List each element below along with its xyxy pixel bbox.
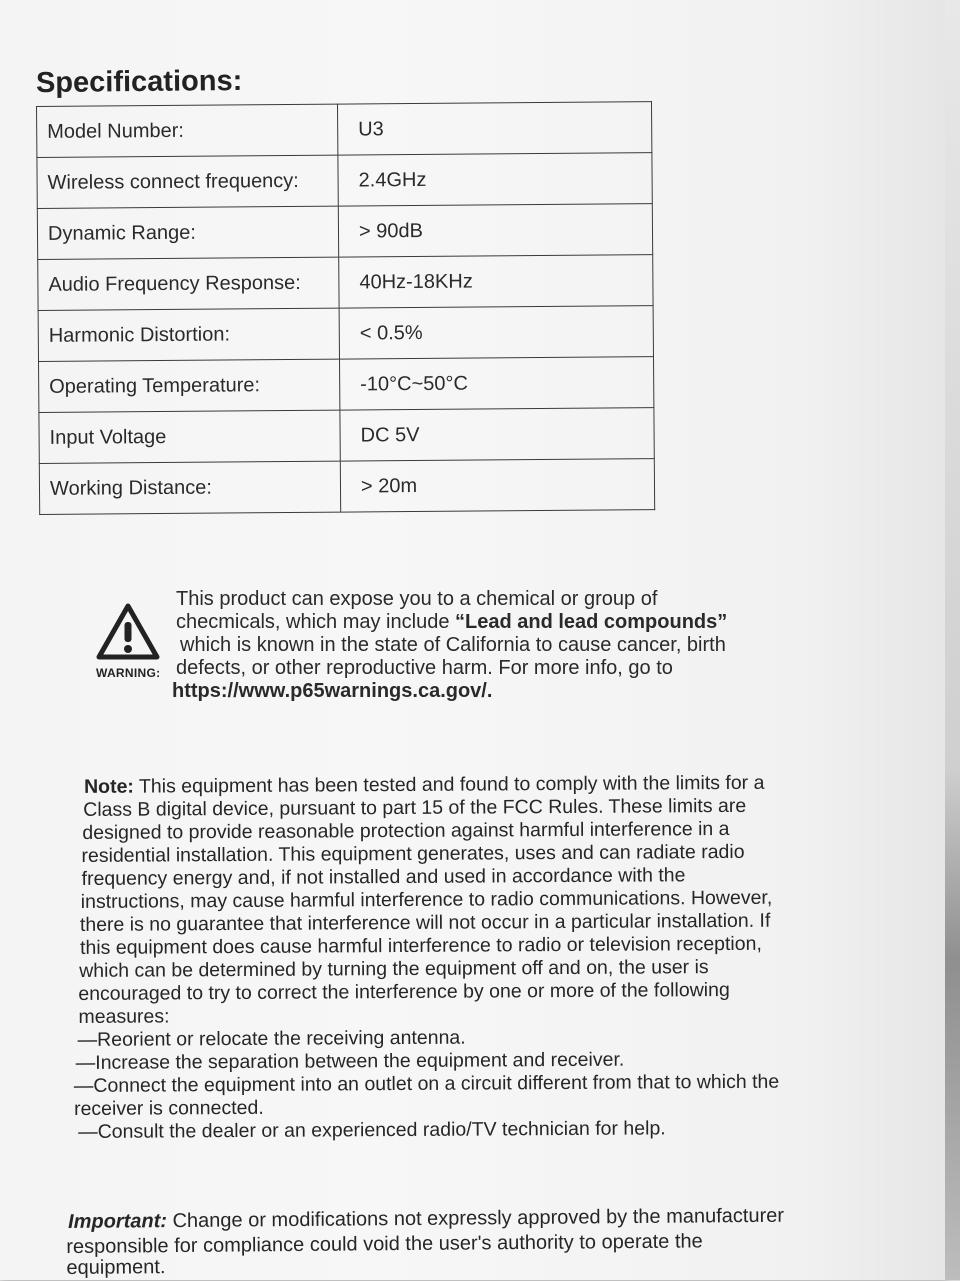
spec-value: > 20m [340, 459, 654, 512]
spec-row [38, 255, 653, 311]
specifications-title: Specifications: [35, 64, 243, 100]
spec-label: Wireless connect frequency: [37, 155, 338, 208]
spec-value: -10°C~50°C [339, 357, 653, 410]
spec-row [39, 459, 654, 515]
note-line: —Reorient or relocate the receiving antenna. [77, 1026, 466, 1051]
spec-label: Model Number: [37, 104, 338, 157]
spec-row [38, 306, 653, 362]
spec-value: 40Hz-18KHz [339, 255, 653, 308]
note-line: receiver is connected. [73, 1096, 264, 1120]
spec-row [39, 357, 654, 413]
note-label: Note: [83, 775, 134, 798]
spec-row [37, 102, 652, 158]
important-line-part: Change or modifications not expressly approved by the manufacturer [172, 1204, 785, 1233]
spec-row [37, 204, 652, 260]
spec-value: DC 5V [340, 408, 654, 461]
spec-label: Operating Temperature: [39, 359, 340, 412]
note-line: frequency energy and, if not installed and used in accordance with the [81, 864, 686, 890]
note-line: measures: [78, 1005, 170, 1028]
note-line: residential installation. This equipment generates, uses and can radiate radio [81, 840, 745, 867]
spec-value: 2.4GHz [338, 153, 652, 206]
spec-label: Harmonic Distortion: [38, 308, 339, 361]
note-line: —Connect the equipment into an outlet on a circuit different from that to which the [73, 1070, 780, 1097]
background-surface [945, 0, 960, 1280]
note-line: Class B digital device, pursuant to part 15 of the FCC Rules. These limits are [83, 794, 747, 821]
warning-link[interactable]: https://www.p65warnings.ca.gov/. [172, 680, 493, 702]
warning-line: which is known in the state of California to cause cancer, birth [180, 634, 726, 656]
spec-label: Input Voltage [39, 410, 340, 463]
prop65-warning [96, 588, 776, 708]
important-line: responsible for compliance could void the user's authority to operate the [66, 1230, 703, 1258]
note-line: —Increase the separation between the equipment and receiver. [75, 1048, 625, 1074]
warning-caption: WARNING: [96, 666, 161, 680]
specifications-table [36, 101, 655, 515]
note-line: which can be determined by turning the equipment off and on, the user is [79, 956, 709, 982]
spec-value: > 90dB [338, 204, 652, 257]
fcc-note [72, 771, 844, 1144]
warning-line: defects, or other reproductive harm. For more info, go to [176, 657, 673, 679]
warning-line [176, 611, 776, 634]
spec-label: Audio Frequency Response: [38, 257, 339, 310]
spec-value: < 0.5% [339, 306, 653, 359]
warning-chemical-name: “Lead and lead compounds” [455, 611, 728, 633]
important-notice [66, 1203, 857, 1281]
note-line: encouraged to try to correct the interference by one or more of the following [78, 978, 730, 1005]
important-label: Important: [68, 1210, 168, 1233]
spec-row [37, 153, 652, 209]
note-line: designed to provide reasonable protection against harmful interference in a [82, 817, 730, 844]
note-line: —Consult the dealer or an experienced radio/TV technician for help. [78, 1117, 666, 1143]
warning-line: This product can expose you to a chemical or group of [176, 588, 658, 610]
note-line: there is no guarantee that interference will not occur in a particular installation. If [79, 909, 771, 936]
important-line: equipment. [66, 1256, 166, 1279]
warning-triangle-icon [96, 602, 160, 662]
note-line-part: This equipment has been tested and found to comply with the limits for a [138, 771, 765, 798]
warning-line-part: checmicals, which may include [176, 611, 450, 633]
note-line: instructions, may cause harmful interference to radio communications. However, [80, 886, 773, 913]
spec-value: U3 [337, 102, 651, 155]
spec-label: Dynamic Range: [37, 206, 338, 259]
spec-label: Working Distance: [39, 461, 340, 514]
note-line: this equipment does cause harmful interference to radio or television reception, [79, 932, 762, 959]
spec-row [39, 408, 654, 464]
warning-text [172, 588, 776, 703]
